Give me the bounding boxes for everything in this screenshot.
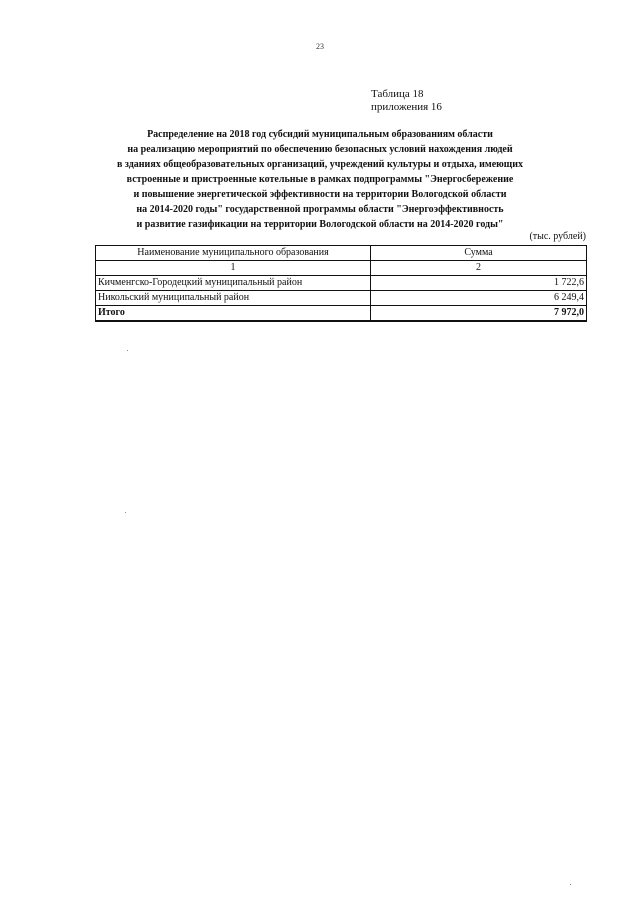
municipality-name: Никольский муниципальный район xyxy=(96,291,371,306)
column-number-2: 2 xyxy=(371,261,587,276)
subsidy-table xyxy=(95,245,587,322)
scan-speck xyxy=(125,512,126,513)
table-row xyxy=(96,291,587,306)
title-line-2: на реализацию мероприятий по обеспечению безопасных условий нахождения людей xyxy=(127,144,513,155)
scan-speck xyxy=(570,884,571,885)
table-ref-line-1: Таблица 18 xyxy=(371,88,424,100)
table-header-row xyxy=(96,246,587,261)
table-total-row xyxy=(96,306,587,322)
units-label: (тыс. рублей) xyxy=(529,231,586,242)
total-label: Итого xyxy=(96,306,371,322)
title-line-1: Распределение на 2018 год субсидий муниципальным образованиям области xyxy=(147,129,493,140)
document-title xyxy=(60,127,580,232)
header-sum: Сумма xyxy=(371,246,587,261)
municipality-sum: 6 249,4 xyxy=(371,291,587,306)
municipality-sum: 1 722,6 xyxy=(371,276,587,291)
table-reference xyxy=(371,88,442,114)
column-number-1: 1 xyxy=(96,261,371,276)
table-row xyxy=(96,276,587,291)
title-line-7: и развитие газификации на территории Вологодской области на 2014-2020 годы" xyxy=(136,219,504,230)
title-line-6: на 2014-2020 годы" государственной программы области "Энергоэффективность xyxy=(136,204,504,215)
title-line-3: в зданиях общеобразовательных организаций, учреждений культуры и отдыха, имеющих xyxy=(117,159,523,170)
page-number: 23 xyxy=(316,42,324,51)
municipality-name: Кичменгско-Городецкий муниципальный район xyxy=(96,276,371,291)
title-line-5: и повышение энергетической эффективности на территории Вологодской области xyxy=(133,189,507,200)
table-column-numbers-row xyxy=(96,261,587,276)
total-sum: 7 972,0 xyxy=(371,306,587,322)
title-line-4: встроенные и пристроенные котельные в рамках подпрограммы "Энергосбережение xyxy=(126,174,514,185)
scan-speck xyxy=(127,350,128,351)
table-ref-line-2: приложения 16 xyxy=(371,101,442,113)
header-municipality: Наименование муниципального образования xyxy=(96,246,371,261)
